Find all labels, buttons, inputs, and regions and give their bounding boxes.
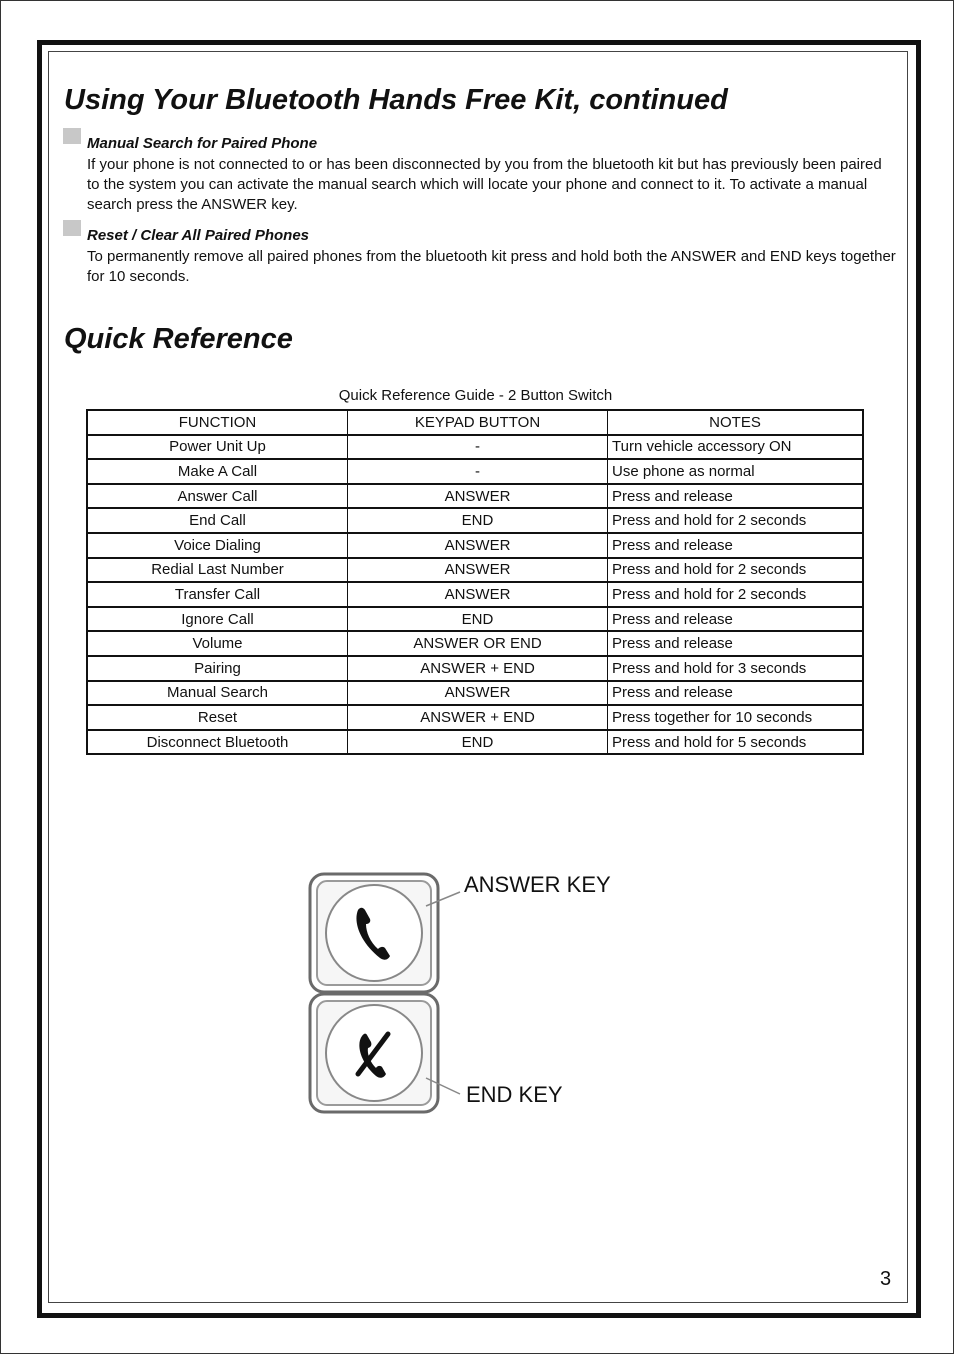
cell-keypad-button: ANSWER OR END	[348, 631, 608, 656]
cell-notes: Press and hold for 2 seconds	[608, 582, 864, 607]
cell-notes: Turn vehicle accessory ON	[608, 435, 864, 460]
cell-notes: Press and release	[608, 484, 864, 509]
cell-function: Power Unit Up	[87, 435, 348, 460]
cell-notes: Press and hold for 2 seconds	[608, 508, 864, 533]
page-number: 3	[880, 1268, 892, 1290]
end-key-label: END KEY	[466, 1082, 563, 1107]
table-row	[87, 533, 863, 558]
table-caption: Quick Reference Guide - 2 Button Switch	[338, 387, 613, 404]
cell-keypad-button: -	[348, 459, 608, 484]
section-heading-reset: Reset / Clear All Paired Phones	[87, 227, 310, 244]
cell-function: Answer Call	[87, 484, 348, 509]
table-row	[87, 705, 863, 730]
cell-keypad-button: END	[348, 730, 608, 755]
cell-keypad-button: ANSWER	[348, 533, 608, 558]
answer-key	[310, 874, 460, 992]
cell-keypad-button: -	[348, 435, 608, 460]
cell-keypad-button: END	[348, 607, 608, 632]
cell-function: Transfer Call	[87, 582, 348, 607]
section-heading-manual-search: Manual Search for Paired Phone	[87, 135, 318, 152]
cell-function: End Call	[87, 508, 348, 533]
table-row	[87, 681, 863, 706]
cell-keypad-button: ANSWER	[348, 484, 608, 509]
cell-function: Voice Dialing	[87, 533, 348, 558]
end-key	[310, 994, 460, 1112]
cell-function: Manual Search	[87, 681, 348, 706]
table-row	[87, 582, 863, 607]
cell-function: Redial Last Number	[87, 558, 348, 583]
table-row	[87, 435, 863, 460]
cell-notes: Press and hold for 5 seconds	[608, 730, 864, 755]
table-header-row	[87, 410, 863, 435]
cell-keypad-button: ANSWER	[348, 681, 608, 706]
section-body-reset: To permanently remove all paired phones from the bluetooth kit press and hold both the ANSWER and END keys together for 10 seconds.	[87, 248, 896, 285]
cell-function: Disconnect Bluetooth	[87, 730, 348, 755]
table-row	[87, 656, 863, 681]
cell-keypad-button: ANSWER	[348, 558, 608, 583]
column-header-keypad-button: KEYPAD BUTTON	[348, 410, 608, 435]
section-bullet-icon	[63, 128, 81, 144]
table-row	[87, 631, 863, 656]
cell-keypad-button: ANSWER	[348, 582, 608, 607]
table-row	[87, 459, 863, 484]
table-row	[87, 484, 863, 509]
column-header-function: FUNCTION	[87, 410, 348, 435]
table-row	[87, 730, 863, 755]
table-row	[87, 558, 863, 583]
cell-notes: Press and release	[608, 681, 864, 706]
cell-notes: Press and hold for 3 seconds	[608, 656, 864, 681]
page-title: Using Your Bluetooth Hands Free Kit, continued	[64, 84, 728, 116]
cell-keypad-button: ANSWER + END	[348, 705, 608, 730]
cell-notes: Press and release	[608, 607, 864, 632]
cell-function: Volume	[87, 631, 348, 656]
section-body-manual-search: If your phone is not connected to or has been disconnected by you from the bluetooth kit but has previously been paired to the system you can activate the manual search which will locate your phone and connect to it. To activate a manual search press the ANSWER key.	[87, 156, 882, 213]
cell-notes: Press together for 10 seconds	[608, 705, 864, 730]
cell-notes: Press and hold for 2 seconds	[608, 558, 864, 583]
keypad-diagram	[300, 866, 650, 1131]
quick-reference-table	[86, 409, 864, 755]
cell-function: Make A Call	[87, 459, 348, 484]
table-row	[87, 508, 863, 533]
answer-key-label: ANSWER KEY	[464, 872, 611, 897]
column-header-notes: NOTES	[608, 410, 864, 435]
quick-reference-heading: Quick Reference	[64, 323, 293, 355]
cell-keypad-button: ANSWER + END	[348, 656, 608, 681]
cell-notes: Use phone as normal	[608, 459, 864, 484]
table-row	[87, 607, 863, 632]
cell-function: Pairing	[87, 656, 348, 681]
section-bullet-icon	[63, 220, 81, 236]
cell-keypad-button: END	[348, 508, 608, 533]
cell-notes: Press and release	[608, 631, 864, 656]
cell-notes: Press and release	[608, 533, 864, 558]
cell-function: Reset	[87, 705, 348, 730]
cell-function: Ignore Call	[87, 607, 348, 632]
